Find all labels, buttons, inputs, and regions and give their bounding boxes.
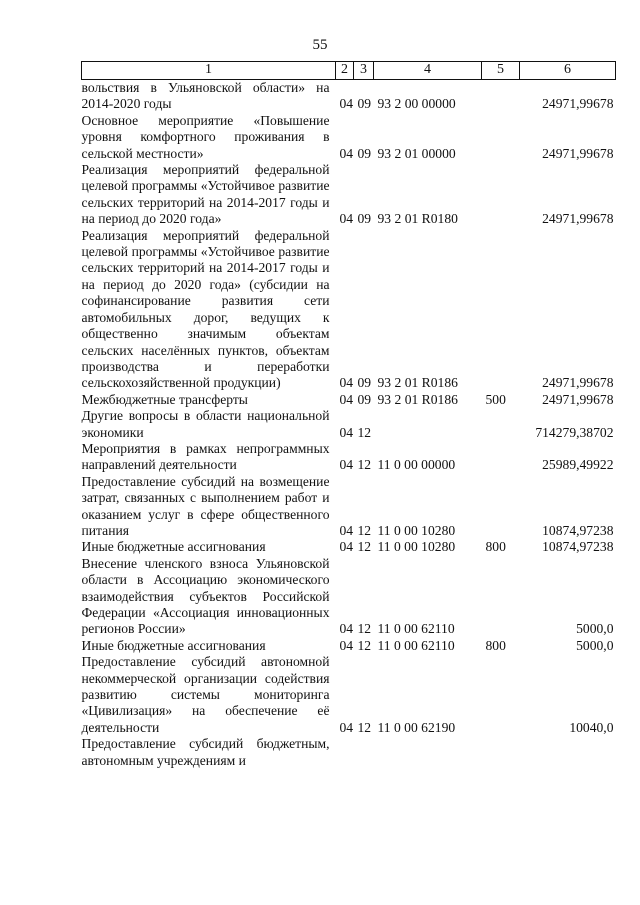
page-number: 55 xyxy=(312,37,328,53)
column-header-1: 1 xyxy=(82,62,336,80)
row-section: 04 xyxy=(339,457,354,473)
row-subsection: 12 xyxy=(357,719,372,735)
row-amount xyxy=(520,736,616,769)
row-subsection: 12 xyxy=(357,539,372,555)
row-section xyxy=(336,736,354,769)
table-row xyxy=(82,408,616,441)
table-row xyxy=(82,638,616,654)
table-row xyxy=(82,654,616,736)
row-amount: 10874,97238 xyxy=(542,539,614,555)
row-expense-type xyxy=(482,441,520,474)
row-amount: 24971,99678 xyxy=(542,145,614,161)
row-target-article: 93 2 01 00000 xyxy=(377,145,456,161)
row-name: Предоставление субсидий на возмещение затрат, связанных с выполнением работ и оказанием услуг в сфере общественного питания xyxy=(81,473,330,538)
row-section: 04 xyxy=(339,424,354,440)
table-row xyxy=(82,228,616,392)
table-row xyxy=(82,113,616,162)
column-header-2: 2 xyxy=(336,62,354,80)
row-target-article xyxy=(374,408,482,441)
row-amount: 24971,99678 xyxy=(542,211,614,227)
row-expense-type xyxy=(482,654,520,736)
row-name: Иные бюджетные ассигнования xyxy=(81,637,266,653)
table-row xyxy=(82,441,616,474)
row-name: вольствия в Ульяновской области» на 2014-2020 годы xyxy=(81,80,330,112)
table-row xyxy=(82,474,616,540)
row-name: Предоставление субсидий автономной некоммерческой организации содействия развитию системы мониторинга «Цивилизация» на обеспечение её деятельности xyxy=(81,654,330,735)
row-expense-type xyxy=(482,408,520,441)
row-section: 04 xyxy=(339,637,354,653)
row-target-article xyxy=(374,736,482,769)
row-section: 04 xyxy=(339,539,354,555)
row-expense-type: 800 xyxy=(485,637,506,653)
row-subsection: 09 xyxy=(357,145,372,161)
row-subsection: 12 xyxy=(357,457,372,473)
row-amount: 24971,99678 xyxy=(542,96,614,112)
row-amount: 5000,0 xyxy=(576,621,614,637)
row-target-article: 93 2 01 R0186 xyxy=(377,391,458,407)
row-expense-type xyxy=(482,556,520,638)
row-name: Межбюджетные трансферты xyxy=(81,391,248,407)
row-amount: 10040,0 xyxy=(569,719,614,735)
row-amount: 24971,99678 xyxy=(542,375,614,391)
row-subsection: 12 xyxy=(357,621,372,637)
table-header xyxy=(82,62,616,80)
row-section: 04 xyxy=(339,522,354,538)
row-target-article: 11 0 00 10280 xyxy=(377,539,456,555)
table-row xyxy=(82,539,616,555)
row-expense-type: 800 xyxy=(485,539,506,555)
row-subsection: 12 xyxy=(357,424,372,440)
table-row xyxy=(82,162,616,228)
row-amount: 10874,97238 xyxy=(542,522,614,538)
row-subsection: 09 xyxy=(357,96,372,112)
column-header-4: 4 xyxy=(374,62,482,80)
row-target-article: 11 0 00 00000 xyxy=(377,457,456,473)
row-target-article: 11 0 00 10280 xyxy=(377,522,456,538)
row-expense-type xyxy=(482,736,520,769)
row-section: 04 xyxy=(339,621,354,637)
table-row xyxy=(82,556,616,638)
row-target-article: 93 2 00 00000 xyxy=(377,96,456,112)
row-section: 04 xyxy=(339,375,354,391)
row-expense-type xyxy=(482,228,520,392)
row-amount: 714279,38702 xyxy=(535,424,614,440)
table-body xyxy=(82,80,616,770)
table-row xyxy=(82,736,616,769)
row-name: Основное мероприятие «Повышение уровня комфортного проживания в сельской местности» xyxy=(81,112,330,161)
row-expense-type: 500 xyxy=(485,391,506,407)
row-subsection: 12 xyxy=(357,522,372,538)
column-header-5: 5 xyxy=(482,62,520,80)
row-target-article: 11 0 00 62110 xyxy=(377,637,455,653)
row-section: 04 xyxy=(339,96,354,112)
table-row xyxy=(82,80,616,113)
row-section: 04 xyxy=(339,145,354,161)
row-name: Внесение членского взноса Ульяновской области в Ассоциацию экономического взаимодействия субъектов Российской Федерации «Ассоциация инновационных регионов России» xyxy=(81,555,330,637)
budget-table xyxy=(81,61,616,769)
row-expense-type xyxy=(482,474,520,540)
row-name: Реализация мероприятий федеральной целевой программы «Устойчивое развитие сельских территорий на 2014-2017 годы и на период до 2020 года» (субсидии на софинансирование развития сети автомобильных дорог, ведущих к общественно значимым объектам сельских населённых пунктов, объектам производства и переработки сельскохозяйственной продукции) xyxy=(81,227,330,391)
row-section: 04 xyxy=(339,719,354,735)
row-expense-type xyxy=(482,113,520,162)
row-name: Другие вопросы в области национальной экономики xyxy=(81,408,330,440)
row-amount: 5000,0 xyxy=(576,637,614,653)
row-section: 04 xyxy=(339,391,354,407)
column-header-6: 6 xyxy=(520,62,616,80)
row-expense-type xyxy=(482,162,520,228)
row-name: Предоставление субсидий бюджетным, автономным учреждениям и xyxy=(81,736,330,768)
row-amount: 25989,49922 xyxy=(542,457,614,473)
row-name: Иные бюджетные ассигнования xyxy=(81,539,266,555)
row-subsection: 09 xyxy=(357,375,372,391)
row-subsection: 09 xyxy=(357,391,372,407)
row-amount: 24971,99678 xyxy=(542,391,614,407)
row-subsection xyxy=(354,736,374,769)
row-subsection: 09 xyxy=(357,211,372,227)
row-section: 04 xyxy=(339,211,354,227)
row-expense-type xyxy=(482,80,520,113)
row-subsection: 12 xyxy=(357,637,372,653)
row-name: Мероприятия в рамках непрограммных направлений деятельности xyxy=(81,440,330,473)
row-target-article: 93 2 01 R0180 xyxy=(377,211,458,227)
row-name: Реализация мероприятий федеральной целевой программы «Устойчивое развитие сельских территорий на 2014-2017 годы и на период до 2020 года» xyxy=(81,162,330,227)
column-header-3: 3 xyxy=(354,62,374,80)
row-target-article: 11 0 00 62110 xyxy=(377,621,455,637)
row-target-article: 11 0 00 62190 xyxy=(377,719,456,735)
row-target-article: 93 2 01 R0186 xyxy=(377,375,458,391)
table-row xyxy=(82,392,616,408)
